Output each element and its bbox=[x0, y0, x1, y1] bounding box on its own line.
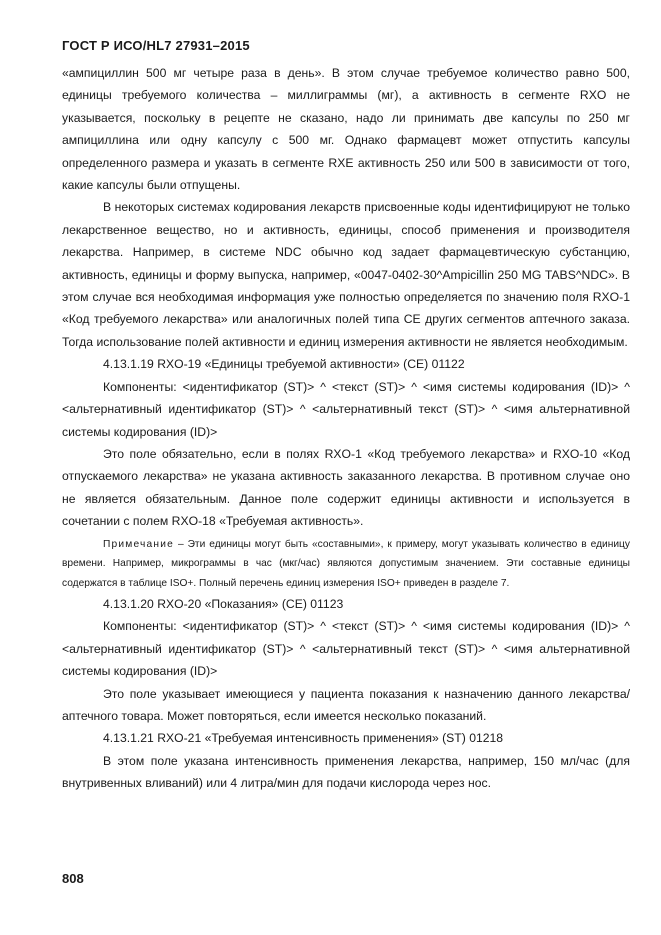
note-text: – Эти единицы могут быть «составными», к примеру, могут указывать количество в единицу времени. Например, микрограммы в час (мкг/час) являются допустимым значением. Эти составные единицы содержатся в таблице ISO+. Полный перечень единиц измерения ISO+ приведен в разделе 7. bbox=[62, 538, 630, 589]
paragraph: Это поле указывает имеющиеся у пациента показания к назначению данного лекарства/аптечного товара. Может повторяться, если имеется несколько показаний. bbox=[62, 686, 630, 724]
paragraph: Компоненты: <идентификатор (ST)> ^ <текст (ST)> ^ <имя системы кодирования (ID)> ^ <альтернативный идентификатор (ST)> ^ <альтернативный текст (ST)> ^ <имя альтернативной системы кодирования (ID)> bbox=[62, 379, 630, 439]
paragraph: В этом поле указана интенсивность применения лекарства, например, 150 мл/час (для внутривенных вливаний) или 4 литра/мин для подачи кислорода через нос. bbox=[62, 753, 630, 791]
section-heading: 4.13.1.20 RXO-20 «Показания» (CE) 01123 bbox=[103, 597, 344, 612]
section-heading: 4.13.1.21 RXO-21 «Требуемая интенсивность применения» (ST) 01218 bbox=[103, 731, 504, 746]
note-label: Примечание bbox=[103, 538, 174, 550]
paragraph: «ампициллин 500 мг четыре раза в день». В этом случае требуемое количество равно 500, единицы требуемого количества – миллиграммы (мг), а активность в сегменте RXO не указывается, поскольку в рецепте не сказано, надо ли принимать две капсулы по 250 мг ампициллина или одну капсулу с 500 мг. Однако фармацевт может отпустить капсулы определенного размера и указать в сегменте RXE активность 250 или 500 в зависимости от того, какие капсулы были отпущены. bbox=[62, 66, 630, 193]
document-header: ГОСТ Р ИСО/HL7 27931–2015 bbox=[62, 38, 250, 53]
paragraph: В некоторых системах кодирования лекарств присвоенные коды идентифицируют не только лекарственное вещество, но и активность, единицы, способ применения и производителя лекарства. Например, в системе NDC обычно код задает фармацевтическую субстанцию, активность, единицы и форму выпуска, например, «0047-0402-30^Ampicillin 250 MG TABS^NDC». В этом случае вся необходимая информация уже полностью определяется по значению поля RXO-1 «Код требуемого лекарства» или аналогичных полей типа CE других сегментов аптечного заказа. Тогда использование полей активности и единиц измерения активности не является необходимым. bbox=[62, 200, 630, 349]
paragraph: Компоненты: <идентификатор (ST)> ^ <текст (ST)> ^ <имя системы кодирования (ID)> ^ <альтернативный идентификатор (ST)> ^ <альтернативный текст (ST)> ^ <имя альтернативной системы кодирования (ID)> bbox=[62, 619, 630, 679]
note bbox=[62, 535, 630, 594]
page-number: 808 bbox=[62, 871, 84, 886]
document-body bbox=[62, 62, 630, 795]
section-heading: 4.13.1.19 RXO-19 «Единицы требуемой активности» (CE) 01122 bbox=[103, 357, 465, 372]
paragraph: Это поле обязательно, если в полях RXO-1 «Код требуемого лекарства» и RXO-10 «Код отпускаемого лекарства» не указана активность заказанного лекарства. В противном случае оно не является обязательным. Данное поле содержит единицы активности и используется в сочетании с полем RXO-18 «Требуемая активность». bbox=[62, 446, 630, 529]
